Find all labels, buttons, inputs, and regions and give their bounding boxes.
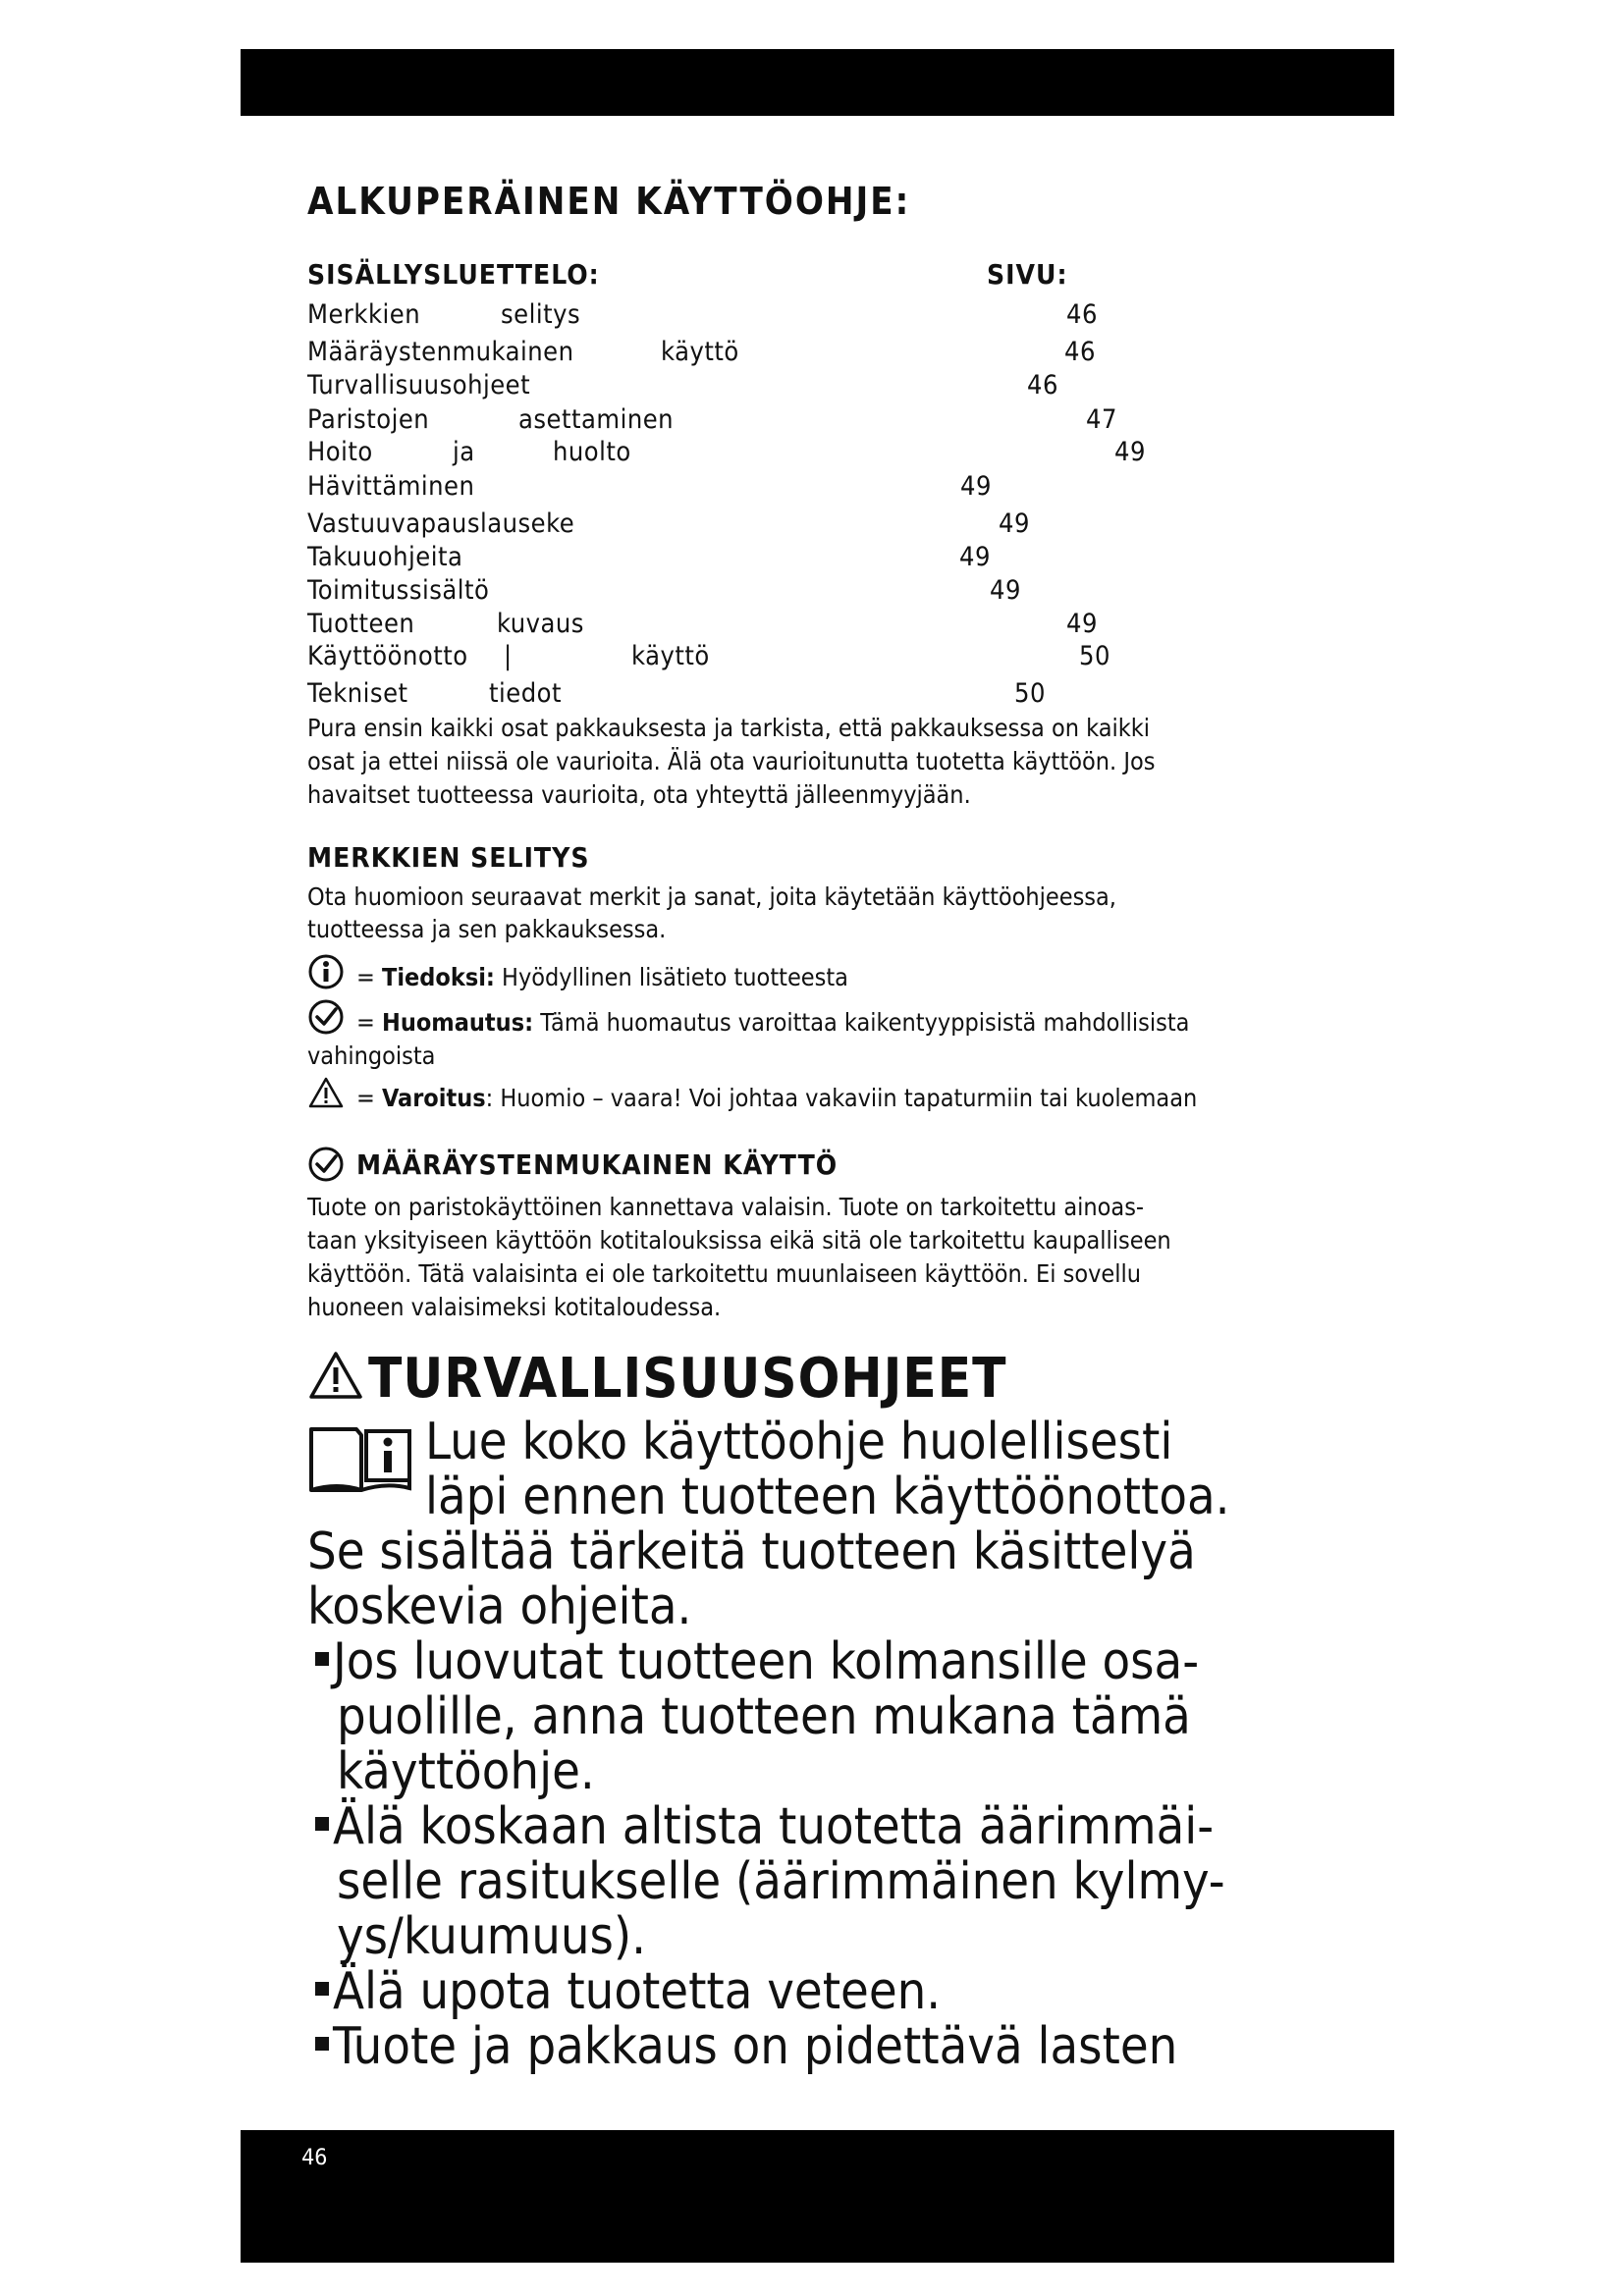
toc-page: 49 bbox=[1114, 437, 1146, 467]
symbol-text: : Huomio – vaara! Voi johtaa vakaviin tapaturmiin tai kuolemaan bbox=[485, 1084, 1198, 1112]
symbol-label: Huomautus: bbox=[382, 1008, 534, 1037]
safety-bullet-line: käyttöohje. bbox=[337, 1742, 595, 1801]
toc-word: asettaminen bbox=[518, 404, 675, 435]
read-manual-icon bbox=[307, 1421, 415, 1500]
check-circle-icon bbox=[307, 998, 345, 1036]
toc-word: Käyttöönotto bbox=[307, 641, 468, 671]
symbol-text-continued: vahingoista bbox=[307, 1041, 436, 1070]
toc-word: Hävittäminen bbox=[307, 471, 475, 502]
warning-triangle-icon bbox=[307, 1076, 345, 1109]
intended-use-line: Tuote on paristokäyttöinen kannettava valaisin. Tuote on tarkoitettu ainoas- bbox=[307, 1193, 1145, 1221]
toc-page-heading: SIVU: bbox=[987, 258, 1068, 291]
symbol-eq: = bbox=[356, 1008, 382, 1037]
intro-line: Pura ensin kaikki osat pakkauksesta ja tarkista, että pakkauksessa on kaikki bbox=[307, 714, 1151, 742]
safety-bullet bbox=[315, 1962, 942, 2021]
safety-read-line: Lue koko käyttöohje huolellisesti bbox=[425, 1413, 1173, 1471]
page-number: 46 bbox=[301, 2146, 328, 2170]
toc-page: 49 bbox=[960, 471, 992, 502]
toc-word: tiedot bbox=[489, 678, 563, 709]
symbols-heading: MERKKIEN SELITYS bbox=[307, 841, 590, 874]
toc-word: käyttö bbox=[661, 337, 739, 367]
top-black-bar bbox=[241, 49, 1394, 116]
safety-heading: TURVALLISUUSOHJEET bbox=[368, 1347, 1007, 1411]
bullet-icon bbox=[315, 1652, 329, 1666]
bullet-icon bbox=[315, 1982, 329, 1996]
intro-line: osat ja ettei niissä ole vaurioita. Älä ota vaurioitunutta tuotetta käyttöön. Jos bbox=[307, 747, 1156, 775]
toc-page: 46 bbox=[1064, 337, 1096, 367]
toc-word: kuvaus bbox=[497, 609, 584, 639]
symbols-intro-line: Ota huomioon seuraavat merkit ja sanat, joita käytetään käyttöohjeessa, bbox=[307, 882, 1116, 911]
toc-heading: SISÄLLYSLUETTELO: bbox=[307, 258, 600, 291]
toc-word: Toimitussisältö bbox=[307, 575, 490, 606]
symbol-label: Tiedoksi: bbox=[382, 963, 495, 991]
safety-read-line: läpi ennen tuotteen käyttöönottoa. bbox=[425, 1468, 1230, 1526]
safety-bullet-line: selle rasitukselle (äärimmäinen kylmy- bbox=[337, 1852, 1225, 1911]
toc-word: Turvallisuusohjeet bbox=[307, 370, 531, 400]
toc-word: Paristojen bbox=[307, 404, 430, 435]
toc-word: Määräystenmukainen bbox=[307, 337, 574, 367]
bullet-line: Jos luovutat tuotteen kolmansille osa- bbox=[333, 1632, 1200, 1691]
bullet-icon bbox=[315, 2037, 329, 2051]
safety-body-line: koskevia ohjeita. bbox=[307, 1577, 692, 1636]
safety-bullet bbox=[315, 1797, 1215, 1856]
toc-page: 49 bbox=[1066, 609, 1098, 639]
toc-word: | bbox=[504, 641, 513, 671]
symbol-text: Hyödyllinen lisätieto tuotteesta bbox=[494, 963, 848, 991]
intended-use-line: huoneen valaisimeksi kotitaloudessa. bbox=[307, 1293, 722, 1321]
intro-line: havaitset tuotteessa vaurioita, ota yhteyttä jälleenmyyjään. bbox=[307, 780, 971, 809]
toc-word: Hoito bbox=[307, 437, 373, 467]
toc-word: Tekniset bbox=[307, 678, 408, 709]
toc-word: Takuuohjeita bbox=[307, 542, 463, 572]
toc-page: 49 bbox=[990, 575, 1021, 606]
check-circle-icon bbox=[307, 1146, 345, 1183]
safety-body-line: Se sisältää tärkeitä tuotteen käsittelyä bbox=[307, 1522, 1196, 1581]
toc-page: 49 bbox=[959, 542, 991, 572]
info-circle-icon bbox=[307, 953, 345, 990]
safety-bullet bbox=[315, 2017, 1178, 2076]
safety-bullet bbox=[315, 1632, 1200, 1691]
manual-title: ALKUPERÄINEN KÄYTTÖOHJE: bbox=[307, 180, 911, 223]
toc-page: 50 bbox=[1014, 678, 1046, 709]
toc-word: ja bbox=[453, 437, 475, 467]
toc-page: 50 bbox=[1079, 641, 1110, 671]
toc-word: selitys bbox=[501, 299, 581, 330]
symbol-eq: = bbox=[356, 963, 382, 991]
bottom-black-bar bbox=[241, 2130, 1394, 2263]
toc-word: huolto bbox=[553, 437, 631, 467]
symbol-label: Varoitus bbox=[382, 1084, 486, 1112]
bullet-line: Älä koskaan altista tuotetta äärimmäi- bbox=[333, 1797, 1215, 1856]
intended-use-line: taan yksityiseen käyttöön kotitalouksissa eikä sitä ole tarkoitettu kaupalliseen bbox=[307, 1226, 1171, 1255]
toc-page: 46 bbox=[1027, 370, 1058, 400]
symbols-intro-line: tuotteessa ja sen pakkauksessa. bbox=[307, 915, 667, 943]
toc-word: Vastuuvapauslauseke bbox=[307, 508, 575, 539]
toc-word: Merkkien bbox=[307, 299, 421, 330]
bullet-line: Tuote ja pakkaus on pidettävä lasten bbox=[333, 2017, 1178, 2076]
toc-page: 49 bbox=[999, 508, 1030, 539]
toc-page: 47 bbox=[1086, 404, 1117, 435]
bullet-icon bbox=[315, 1817, 329, 1831]
toc-page: 46 bbox=[1066, 299, 1098, 330]
warning-triangle-icon bbox=[307, 1350, 364, 1401]
symbol-eq: = bbox=[356, 1084, 382, 1112]
bullet-line: Älä upota tuotetta veteen. bbox=[333, 1962, 942, 2021]
toc-word: käyttö bbox=[631, 641, 710, 671]
safety-bullet-line: ys/kuumuus). bbox=[337, 1907, 646, 1966]
intended-use-line: käyttöön. Tätä valaisinta ei ole tarkoitettu muunlaiseen käyttöön. Ei sovellu bbox=[307, 1259, 1142, 1288]
toc-word: Tuotteen bbox=[307, 609, 415, 639]
safety-bullet-line: puolille, anna tuotteen mukana tämä bbox=[337, 1687, 1191, 1746]
intended-use-heading: MÄÄRÄYSTENMUKAINEN KÄYTTÖ bbox=[356, 1148, 839, 1181]
symbol-text: Tämä huomautus varoittaa kaikentyyppisistä mahdollisista bbox=[533, 1008, 1190, 1037]
